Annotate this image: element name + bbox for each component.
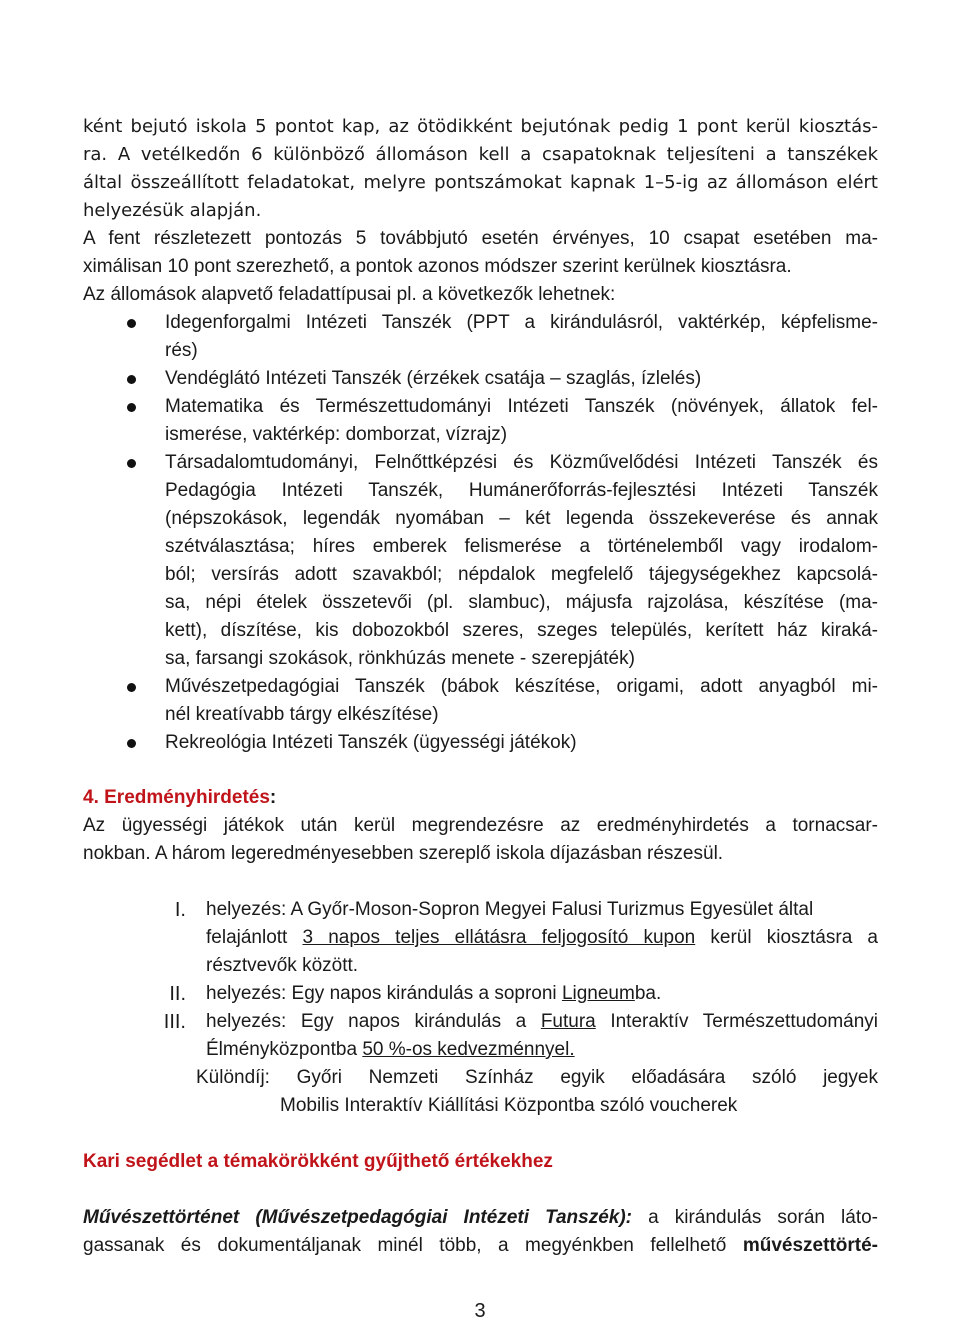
text-line: Pedagógia Intézeti Tanszék, Humánerőforrás-fejlesztési Intézeti Tanszék	[165, 480, 878, 501]
underlined-text: 3 napos teljes ellátásra feljogosító kupon	[302, 927, 696, 948]
text-line: Az ügyességi játékok után kerül megrendezésre az eredményhirdetés a tornacsar-	[83, 815, 878, 836]
section-heading-text: 4. Eredményhirdetés	[83, 787, 270, 808]
bold-text: művészettörté-	[742, 1235, 878, 1256]
art-history-paragraph	[83, 1204, 878, 1260]
text-line	[206, 980, 878, 1008]
bullet-icon	[127, 459, 136, 468]
text-line: ból; versírás adott szavakból; népdalok megfelelő tájegységekhez kapcsolá-	[165, 564, 878, 585]
bullet-icon	[127, 375, 136, 384]
text-line: helyezésük alapján.	[83, 200, 262, 221]
text-line: nokban. A három legeredményesebben szereplő iskola díjazásban részesül.	[83, 843, 724, 864]
station-task-list	[83, 309, 878, 757]
prize-rank-3: III.	[163, 1011, 186, 1033]
text-line: rés)	[165, 340, 198, 361]
text-line: sa, farsangi szokások, rönkhúzás menete - szerepjáték)	[165, 648, 635, 669]
underlined-text: 50 %-os kedvezménnyel.	[362, 1039, 575, 1060]
text-line: Az állomások alapvető feladattípusai pl. a következők lehetnek:	[83, 284, 616, 305]
text-line	[206, 1008, 878, 1036]
bullet-icon	[127, 319, 136, 328]
text-span: Élményközpontba	[206, 1039, 363, 1060]
text-line: Művészetpedagógiai Tanszék (bábok készítése, origami, adott anyagból mi-	[165, 676, 878, 697]
heading-colon: :	[269, 787, 277, 808]
faculty-guide-heading	[83, 1148, 878, 1176]
bold-italic-text: Művészettörténet (Művészetpedagógiai Intézeti Tanszék):	[83, 1207, 633, 1228]
text-span: Interaktív Természettudományi	[595, 1011, 878, 1032]
text-line: ximálisan 10 pont szerezhető, a pontok azonos módszer szerint kerülnek kiosztásra.	[83, 256, 792, 277]
text-line: szétválasztása; híres emberek felismerése a történelemből vagy irodalom-	[165, 536, 878, 557]
intro-paragraph	[83, 113, 878, 225]
scoring-paragraph	[83, 225, 878, 309]
text-line: Különdíj: Győri Nemzeti Színház egyik előadására szóló jegyek	[196, 1067, 878, 1088]
bullet-icon	[127, 683, 136, 692]
bullet-icon	[127, 403, 136, 412]
list-item	[83, 729, 878, 757]
prize-2	[206, 980, 878, 1008]
text-line	[83, 1232, 878, 1260]
text-line: által összeállított feladatokat, melyre pontszámokat kapnak 1–5-ig az állomáson elért	[83, 172, 878, 193]
underlined-text: Ligneum	[561, 983, 635, 1004]
text-line: Rekreológia Intézeti Tanszék (ügyességi játékok)	[165, 732, 577, 753]
prize-rank-1: I.	[174, 899, 186, 921]
text-line: sa, népi ételek összetevői (pl. slambuc), májusfa rajzolása, készítése (ma-	[165, 592, 878, 613]
text-line	[206, 924, 878, 952]
prize-1	[206, 896, 878, 980]
list-item	[83, 673, 878, 729]
heading-text: Kari segédlet a témakörökként gyűjthető értékekhez	[83, 1151, 553, 1172]
page-number: 3	[474, 1300, 486, 1322]
text-span: ba.	[634, 983, 662, 1004]
prize-3	[206, 1008, 878, 1064]
text-line: nél kreatívabb tárgy elkészítése)	[165, 704, 439, 725]
list-item	[83, 393, 878, 449]
text-span: kerül kiosztásra a	[695, 927, 878, 948]
results-section	[83, 784, 878, 868]
text-line: résztvevők között.	[206, 955, 359, 976]
bullet-icon	[127, 739, 136, 748]
text-span: a kirándulás során láto-	[632, 1207, 878, 1228]
text-span: helyezés: Egy napos kirándulás a soproni	[206, 983, 562, 1004]
list-item	[83, 365, 878, 393]
text-line: Társadalomtudományi, Felnőttképzési és Közművelődési Intézeti Tanszék és	[165, 452, 878, 473]
text-span: helyezés: Egy napos kirándulás a	[206, 1011, 541, 1032]
list-item	[83, 309, 878, 365]
text-line: (népszokások, legendák nyomában – két legenda összekeverése és annak	[165, 508, 878, 529]
text-line: helyezés: A Győr-Moson-Sopron Megyei Falusi Turizmus Egyesület által	[206, 899, 814, 920]
text-line: Mobilis Interaktív Kiállítási Központba szóló voucherek	[280, 1095, 738, 1116]
text-span: gassanak és dokumentáljanak minél több, a megyénkben fellelhető	[83, 1235, 743, 1256]
text-line	[206, 1036, 878, 1064]
section-heading	[83, 784, 878, 812]
list-item	[83, 449, 878, 673]
text-line	[83, 1204, 878, 1232]
text-line: Vendéglátó Intézeti Tanszék (érzékek csatája – szaglás, ízlelés)	[165, 368, 702, 389]
text-line: A fent részletezett pontozás 5 továbbjutó esetén érvényes, 10 csapat esetében ma-	[83, 228, 878, 249]
text-line: ként bejutó iskola 5 pontot kap, az ötödikként bejutónak pedig 1 pont kerül kiosztás-	[83, 116, 878, 137]
text-line: Matematika és Természettudományi Intézeti Tanszék (növények, állatok fel-	[165, 396, 878, 417]
text-line: kett), díszítése, kis dobozokból szeres, szeges település, kerített ház kiraká-	[165, 620, 878, 641]
underlined-text: Futura	[540, 1011, 596, 1032]
text-line: ra. A vetélkedőn 6 különböző állomáson kell a csapatoknak teljesíteni a tanszékek	[83, 144, 878, 165]
text-span: felajánlott	[206, 927, 303, 948]
special-prize	[196, 1064, 878, 1120]
text-line: ismerése, vaktérkép: domborzat, vízrajz)	[165, 424, 508, 445]
prize-rank-2: II.	[169, 983, 186, 1005]
text-line: Idegenforgalmi Intézeti Tanszék (PPT a kirándulásról, vaktérkép, képfelisme-	[165, 312, 878, 333]
